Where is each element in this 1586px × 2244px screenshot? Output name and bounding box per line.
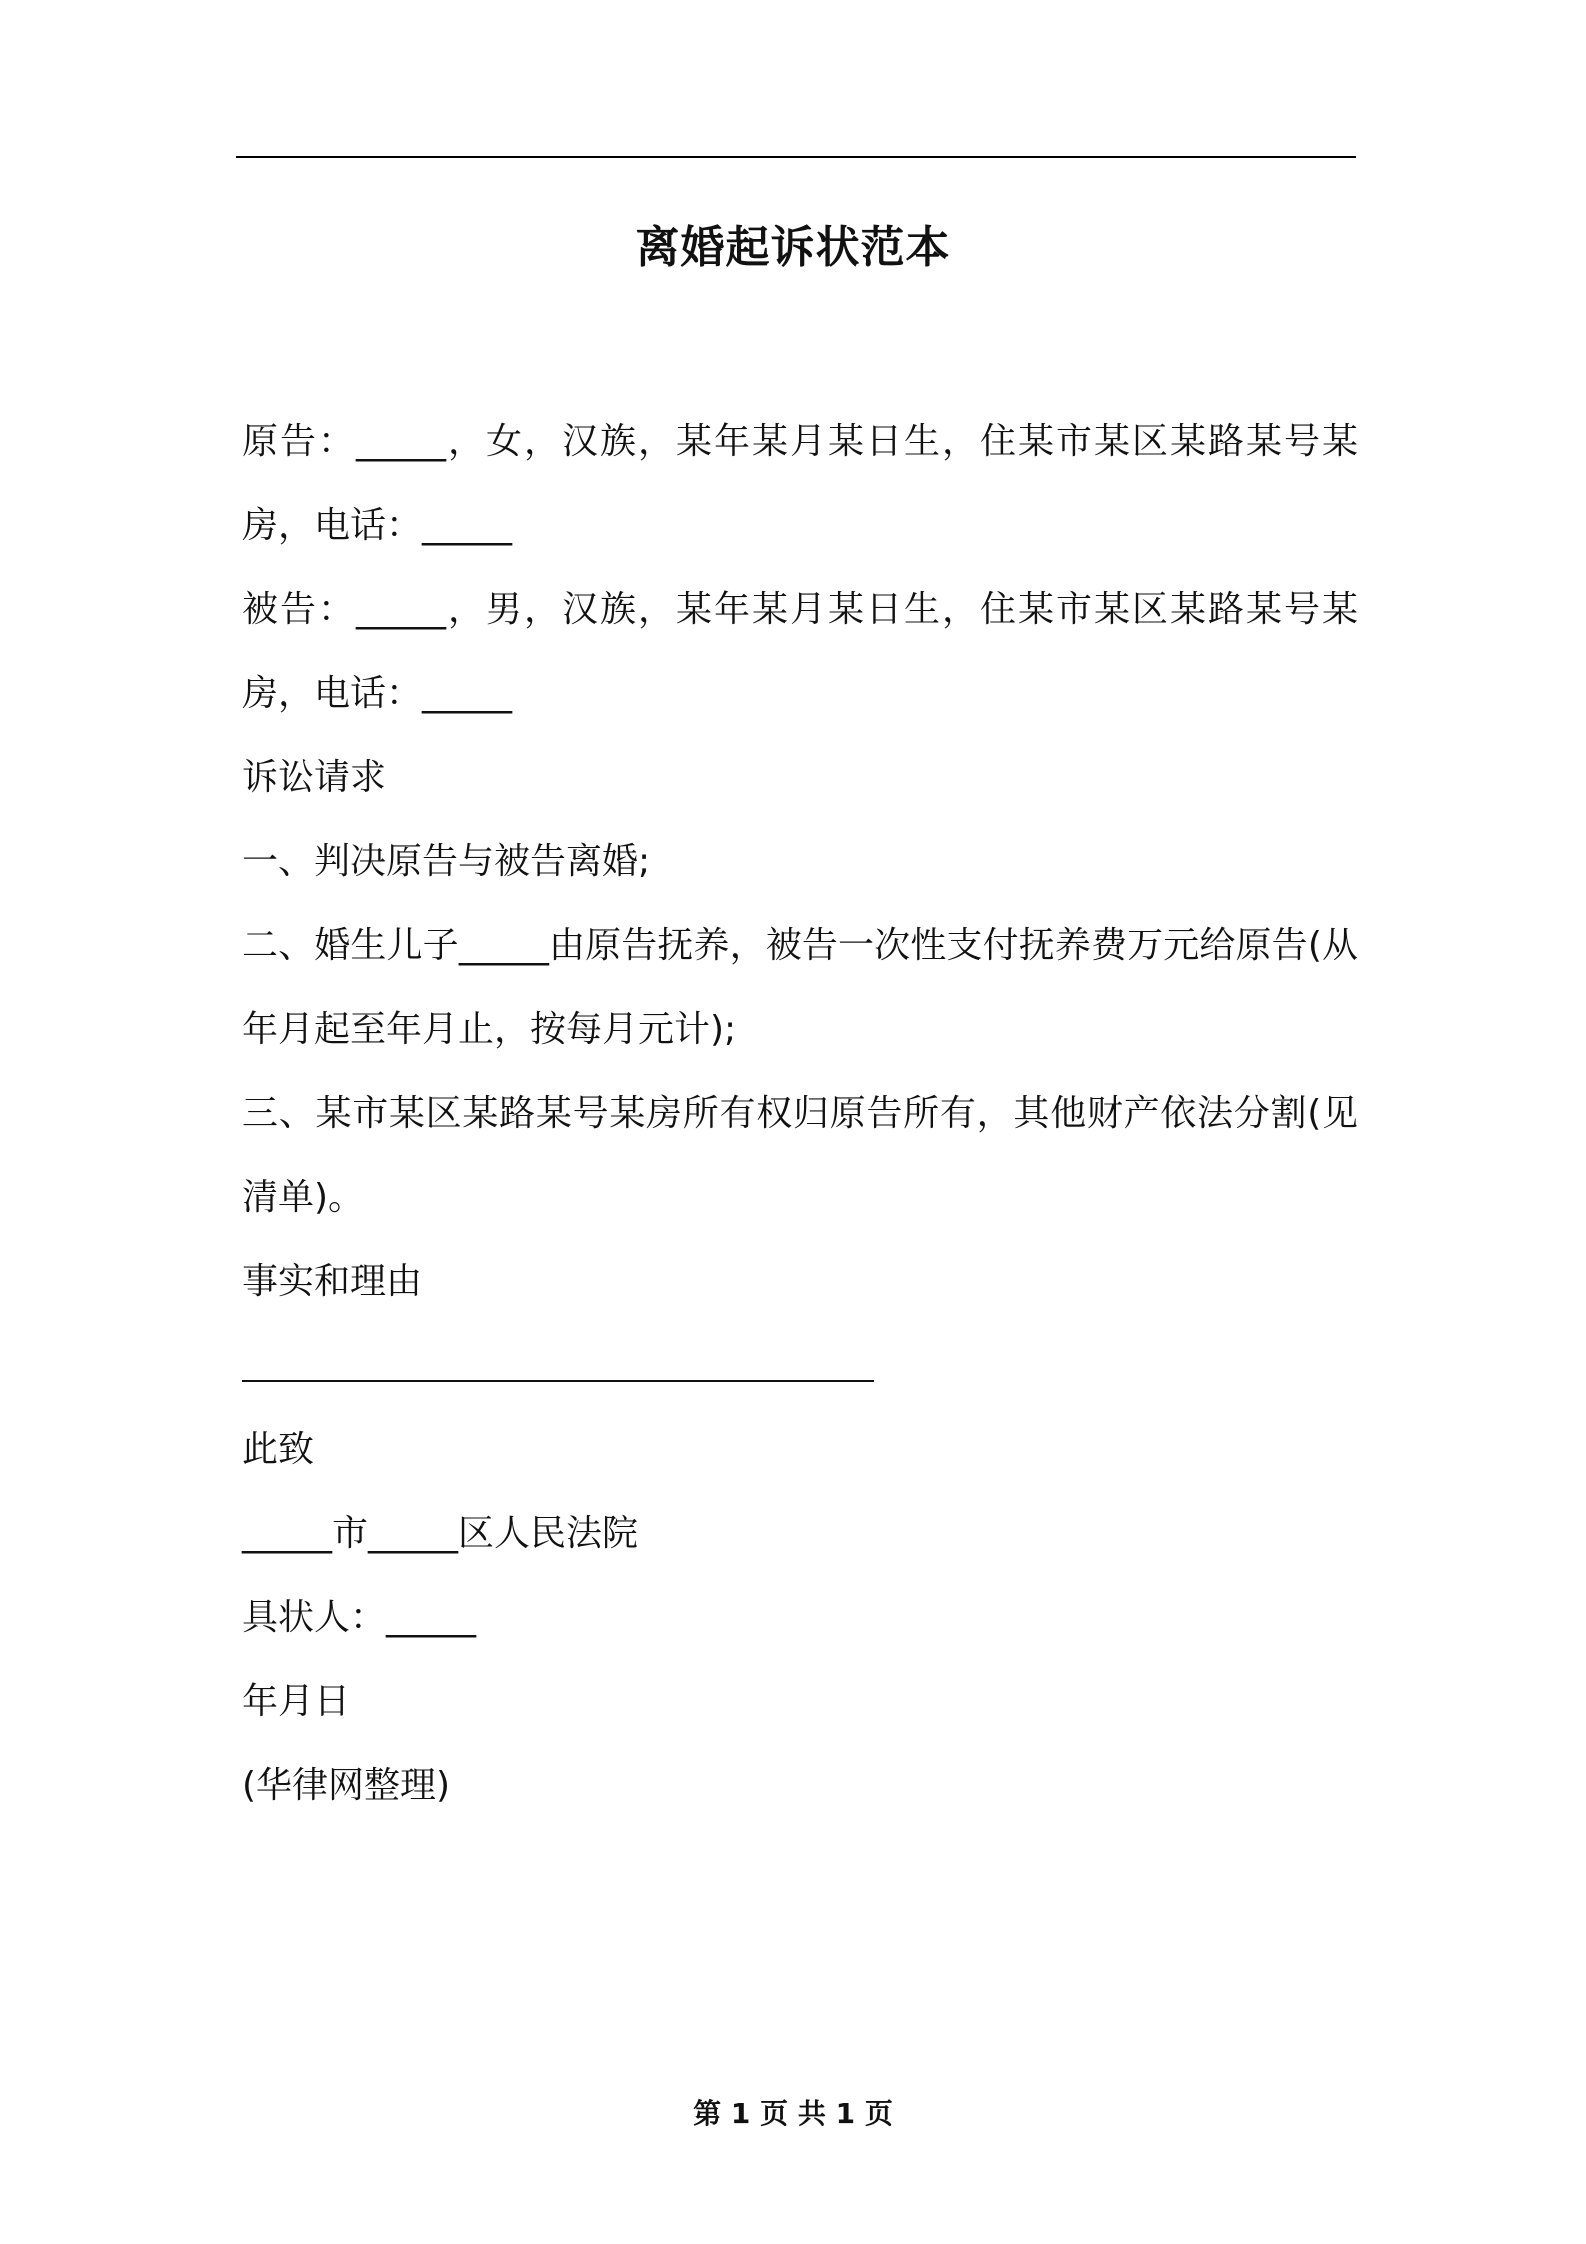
page-footer: 第 1 页 共 1 页 xyxy=(693,2097,893,2130)
claims-heading: 诉讼请求 xyxy=(242,757,387,798)
salutation: 此致 xyxy=(242,1429,315,1470)
document-body xyxy=(242,400,1358,1828)
defendant-paragraph: 被告：_____，男，汉族，某年某月某日生，住某市某区某路某号某房，电话：_____ xyxy=(242,589,1358,714)
court-line: _____市_____区人民法院 xyxy=(242,1513,639,1554)
claim-2: 二、婚生儿子_____由原告抚养，被告一次性支付抚养费万元给原告(从年月起至年月止，按每月元计); xyxy=(242,925,1358,1050)
claim-1: 一、判决原告与被告离婚; xyxy=(242,841,651,882)
date-line: 年月日 xyxy=(242,1681,351,1722)
facts-fill-line xyxy=(242,1324,874,1408)
header-rule xyxy=(236,156,1356,158)
claim-3: 三、某市某区某路某号某房所有权归原告所有，其他财产依法分割(见清单)。 xyxy=(242,1093,1358,1218)
document-title: 离婚起诉状范本 xyxy=(635,222,951,273)
source-note: (华律网整理) xyxy=(242,1765,451,1806)
plaintiff-paragraph: 原告：_____，女，汉族，某年某月某日生，住某市某区某路某号某房，电话：_____ xyxy=(242,421,1358,546)
facts-heading: 事实和理由 xyxy=(242,1261,423,1302)
signatory-line: 具状人：_____ xyxy=(242,1597,477,1638)
